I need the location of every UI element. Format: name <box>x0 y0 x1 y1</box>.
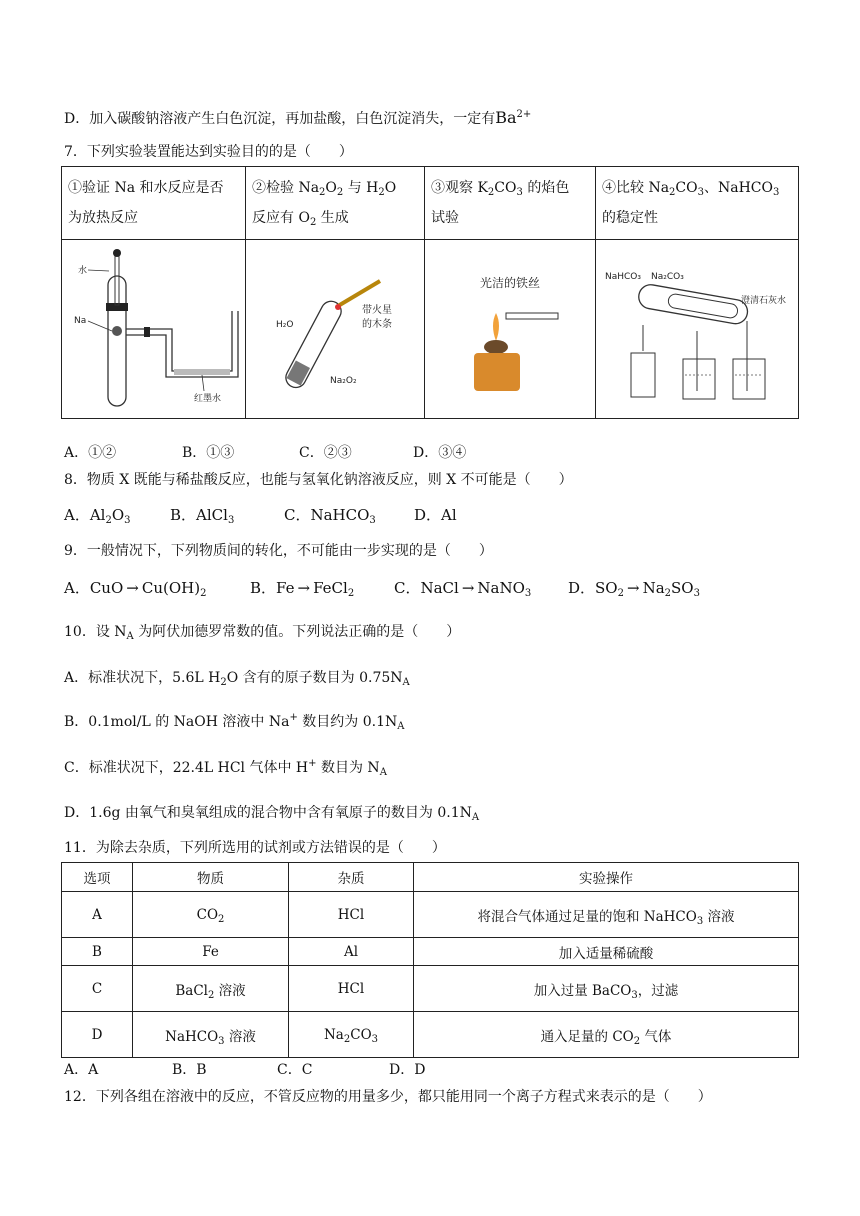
q7-cell-3: ③观察 $K_2CO_3$ 的焰色 试验 <box>425 167 596 240</box>
q8-option-c[interactable]: C．NaHCO$_3$ <box>284 506 376 526</box>
q6-option-d: D．加入碳酸钠溶液产生白色沉淀，再加盐酸，白色沉淀消失，一定有$Ba^{2+}$ <box>64 108 532 127</box>
label-stick2: 的木条 <box>362 319 392 330</box>
table-header-row <box>62 863 799 892</box>
table-row: A $CO_2$ HCl 将混合气体通过足量的饱和 NaHCO$_3$ 溶液 <box>62 892 799 938</box>
q11-option-b[interactable]: B．B <box>172 1062 207 1078</box>
table-row: B Fe Al 加入适量稀硫酸 <box>62 938 799 966</box>
q7-apparatus-4 <box>596 240 799 419</box>
q9-stem: 9．一般情况下，下列物质间的转化，不可能由一步实现的是（ ） <box>64 543 493 559</box>
q9-option-a[interactable]: A．CuO → $Cu(OH)_2$ <box>64 579 207 599</box>
q9-option-d[interactable]: D．$SO_2 \to Na_2SO_3$ <box>568 579 700 599</box>
q7-options <box>64 443 466 463</box>
q7-option-c[interactable]: C．②③ <box>299 445 352 461</box>
label-ink: 红墨水 <box>193 394 221 404</box>
q8-options <box>64 505 457 525</box>
label-nahco3: NaHCO₃ <box>605 272 641 282</box>
label-water: 水 <box>77 266 87 276</box>
label-na2co3: Na₂CO₃ <box>651 272 684 282</box>
table-row: C BaCl$_2$ 溶液 HCl 加入过量 BaCO$_3$，过滤 <box>62 966 799 1012</box>
q7-cell-4: ④比较 $Na_2CO_3$、NaHCO$_3$ 的稳定性 <box>596 167 799 240</box>
q7-option-b[interactable]: B．①③ <box>182 445 235 461</box>
q10-option-c[interactable]: C．标准状况下，22.4L HCl 气体中 H+ 数目为 $N_A$ <box>64 758 387 778</box>
q10-option-d[interactable]: D．1.6g 由氧气和臭氧组成的混合物中含有氧原子的数目为 $0.1N_A$ <box>64 805 480 823</box>
label-h2o: H₂O <box>276 320 294 330</box>
q7-option-d[interactable]: D．③④ <box>413 445 467 461</box>
q7-apparatus-1 <box>62 240 246 419</box>
label-na2o2: Na₂O₂ <box>330 376 357 386</box>
q8-option-b[interactable]: B．AlCl$_3$ <box>170 506 235 526</box>
q9-option-c[interactable]: C．NaCl → NaNO$_3$ <box>394 579 532 599</box>
q11-option-a[interactable]: A．A <box>64 1062 99 1078</box>
q8-option-a[interactable]: A．$Al_2O_3$ <box>64 506 131 526</box>
label-stick: 带火星 <box>362 305 392 316</box>
header-operation: 实验操作 <box>414 863 799 892</box>
q10-stem: 10．设 $N_A$ 为阿伏加德罗常数的值。下列说法正确的是（ ） <box>64 624 461 642</box>
q8-stem: 8．物质 X 既能与稀盐酸反应，也能与氢氧化钠溶液反应，则 X 不可能是（ ） <box>64 472 573 488</box>
q9-options <box>64 578 700 598</box>
q12-stem: 12．下列各组在溶液中的反应，不管反应物的用量多少，都只能用同一个离子方程式来表示的是（ ） <box>64 1089 712 1105</box>
q10-option-b[interactable]: B．0.1mol/L 的 NaOH 溶液中 Na+ 数目约为 $0.1N_A$ <box>64 712 405 732</box>
q11-table <box>61 862 799 1058</box>
header-substance: 物质 <box>133 863 289 892</box>
q7-cell-1: ①验证 Na 和水反应是否 为放热反应 <box>62 167 246 240</box>
q7-apparatus-3 <box>425 240 596 419</box>
q11-stem: 11．为除去杂质，下列所选用的试剂或方法错误的是（ ） <box>64 840 446 856</box>
label-wire: 光洁的铁丝 <box>480 276 541 290</box>
q7-table <box>61 166 799 419</box>
label-na: Na <box>73 316 86 326</box>
q9-option-b[interactable]: B．Fe → FeCl$_2$ <box>250 579 355 599</box>
q7-cell-2: ②检验 $Na_2O_2$ 与 $H_2O$ 反应有 $O_2$ 生成 <box>246 167 425 240</box>
header-option: 选项 <box>62 863 133 892</box>
q11-option-c[interactable]: C．C <box>277 1062 313 1078</box>
label-limewater: 澄清石灰水 <box>741 296 787 306</box>
q7-apparatus-2 <box>246 240 425 419</box>
q10-option-a[interactable]: A．标准状况下，5.6L $H_2O$ 含有的原子数目为 $0.75N_A$ <box>64 670 410 688</box>
q7-option-a[interactable]: A．①② <box>64 445 117 461</box>
header-impurity: 杂质 <box>289 863 414 892</box>
q11-option-d[interactable]: D．D <box>389 1062 426 1078</box>
q7-stem: 7．下列实验装置能达到实验目的的是（ ） <box>64 144 353 160</box>
q8-option-d[interactable]: D．Al <box>414 506 457 524</box>
table-row: D NaHCO$_3$ 溶液 $Na_2CO_3$ 通入足量的 $CO_2$ 气体 <box>62 1012 799 1058</box>
q11-options <box>64 1060 425 1080</box>
